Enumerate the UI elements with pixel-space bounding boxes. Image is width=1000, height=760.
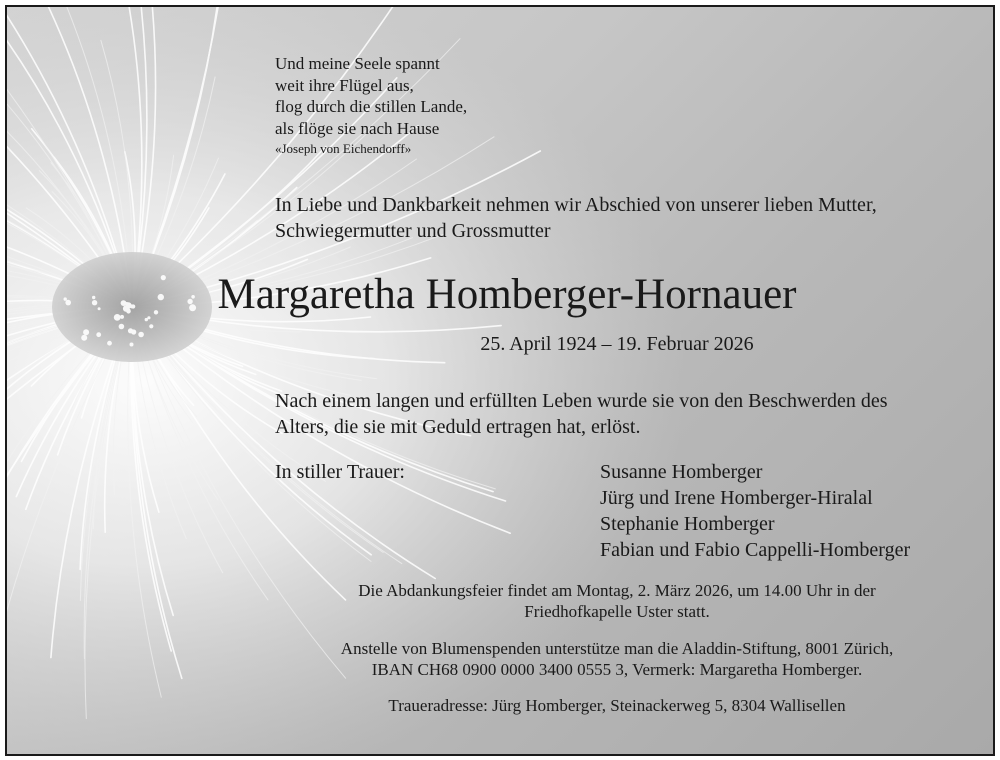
mourning-address: Traueradresse: Jürg Homberger, Steinackerweg 5, 8304 Wallisellen	[388, 696, 846, 715]
mourner-name: Fabian und Fabio Cappelli-Homberger	[600, 539, 911, 561]
intro-line: Schwiegermutter und Grossmutter	[275, 220, 551, 242]
intro-line: In Liebe und Dankbarkeit nehmen wir Abschied von unserer lieben Mutter,	[275, 194, 877, 216]
seed-dot	[119, 324, 125, 330]
description-text	[275, 388, 888, 440]
donation-info	[7, 638, 995, 680]
seed-dot	[149, 324, 153, 328]
mourning-label: In stiller Trauer:	[275, 461, 405, 483]
poem-line: weit ihre Flügel aus,	[275, 75, 414, 95]
intro-text	[275, 192, 877, 244]
poem-line: Und meine Seele spannt	[275, 54, 440, 73]
donation-line: IBAN CH68 0900 0000 3400 0555 3, Vermerk: Margaretha Homberger.	[371, 660, 863, 679]
mourners-list	[600, 459, 910, 563]
poem	[275, 53, 467, 159]
obituary-card	[5, 5, 995, 756]
mourner-name: Jürg und Irene Homberger-Hiralal	[600, 487, 873, 509]
ceremony-info	[7, 580, 995, 622]
poem-line: flog durch die stillen Lande,	[275, 97, 468, 116]
mourner-name: Stephanie Homberger	[600, 513, 775, 535]
description-line: Nach einem langen und erfüllten Leben wurde sie von den Beschwerden des	[275, 390, 888, 412]
ceremony-line: Die Abdankungsfeier findet am Montag, 2. März 2026, um 14.00 Uhr in der	[358, 581, 876, 600]
ceremony-line: Friedhofkapelle Uster statt.	[524, 602, 710, 621]
poem-author: «Joseph von Eichendorff»	[275, 141, 412, 156]
deceased-name: Margaretha Homberger-Hornauer	[217, 271, 797, 318]
life-dates: 25. April 1924 – 19. Februar 2026	[480, 333, 754, 355]
description-line: Alters, die sie mit Geduld ertragen hat, erlöst.	[275, 416, 641, 438]
poem-line: als flöge sie nach Hause	[275, 118, 440, 138]
mourner-name: Susanne Homberger	[600, 461, 763, 483]
donation-line: Anstelle von Blumenspenden unterstütze man die Aladdin-Stiftung, 8001 Zürich,	[340, 639, 894, 658]
